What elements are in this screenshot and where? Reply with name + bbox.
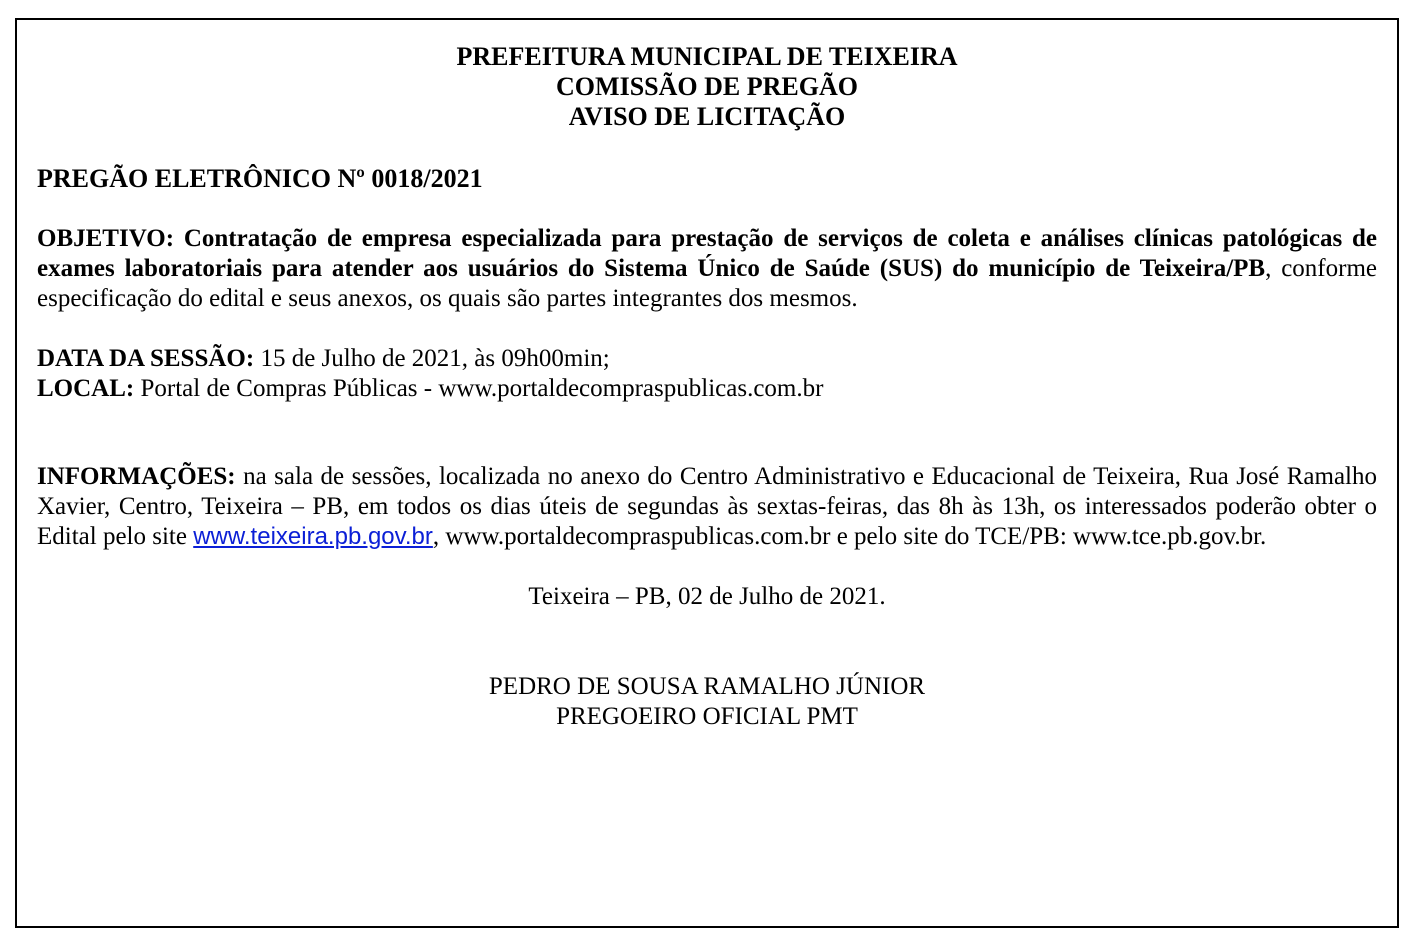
sessao-value: 15 de Julho de 2021, às 09h00min; — [254, 345, 610, 372]
local-line — [37, 374, 1377, 404]
sessao-line — [37, 344, 1377, 374]
signature-block — [37, 672, 1377, 732]
signature-name: PEDRO DE SOUSA RAMALHO JÚNIOR — [488, 673, 926, 700]
header-line-comissao: COMISSÃO DE PREGÃO — [556, 72, 858, 101]
objetivo-label: OBJETIVO: — [37, 225, 175, 252]
sessao-block — [37, 344, 1377, 404]
header-line-aviso: AVISO DE LICITAÇÃO — [568, 102, 846, 131]
header-line-prefeitura: PREFEITURA MUNICIPAL DE TEIXEIRA — [456, 42, 958, 71]
informacoes-label: INFORMAÇÕES: — [37, 463, 236, 490]
date-line: Teixeira – PB, 02 de Julho de 2021. — [528, 583, 886, 610]
notice-frame — [15, 18, 1399, 928]
local-label: LOCAL: — [37, 375, 135, 402]
informacoes-text-before: na sala de sessões, localizada no anexo do Centro Administrativo e Educacional de Teixeira, Rua José Ramalho Xavier, Centro, Teixeira – PB, em todos os dias úteis de segundas às sextas-feiras, das 8h às 13h, os interessados poderão obter o Edital pelo site — [37, 463, 1377, 550]
informacoes-paragraph — [37, 462, 1377, 552]
notice-content — [37, 42, 1377, 732]
teixeira-site-link[interactable]: www.teixeira.pb.gov.br — [193, 523, 433, 550]
notice-header — [37, 42, 1377, 132]
sessao-label: DATA DA SESSÃO: — [37, 345, 255, 372]
local-value: Portal de Compras Públicas - www.portaldecompraspublicas.com.br — [134, 375, 824, 402]
objetivo-bold-text: Contratação de empresa especializada para prestação de serviços de coleta e análises clínicas patológicas de exames laboratoriais para atender aos usuários do Sistema Único de Saúde (SUS) do município de Teixeira/PB — [37, 225, 1377, 282]
informacoes-text-after: , www.portaldecompraspublicas.com.br e pelo site do TCE/PB: www.tce.pb.gov.br. — [432, 523, 1267, 550]
objetivo-paragraph — [37, 224, 1377, 314]
signature-title: PREGOEIRO OFICIAL PMT — [556, 703, 858, 730]
objetivo-text: , conforme especificação do edital e seus anexos, os quais são partes integrantes dos mesmos. — [37, 255, 1377, 312]
pregao-number: PREGÃO ELETRÔNICO Nº 0018/2021 — [37, 164, 483, 193]
